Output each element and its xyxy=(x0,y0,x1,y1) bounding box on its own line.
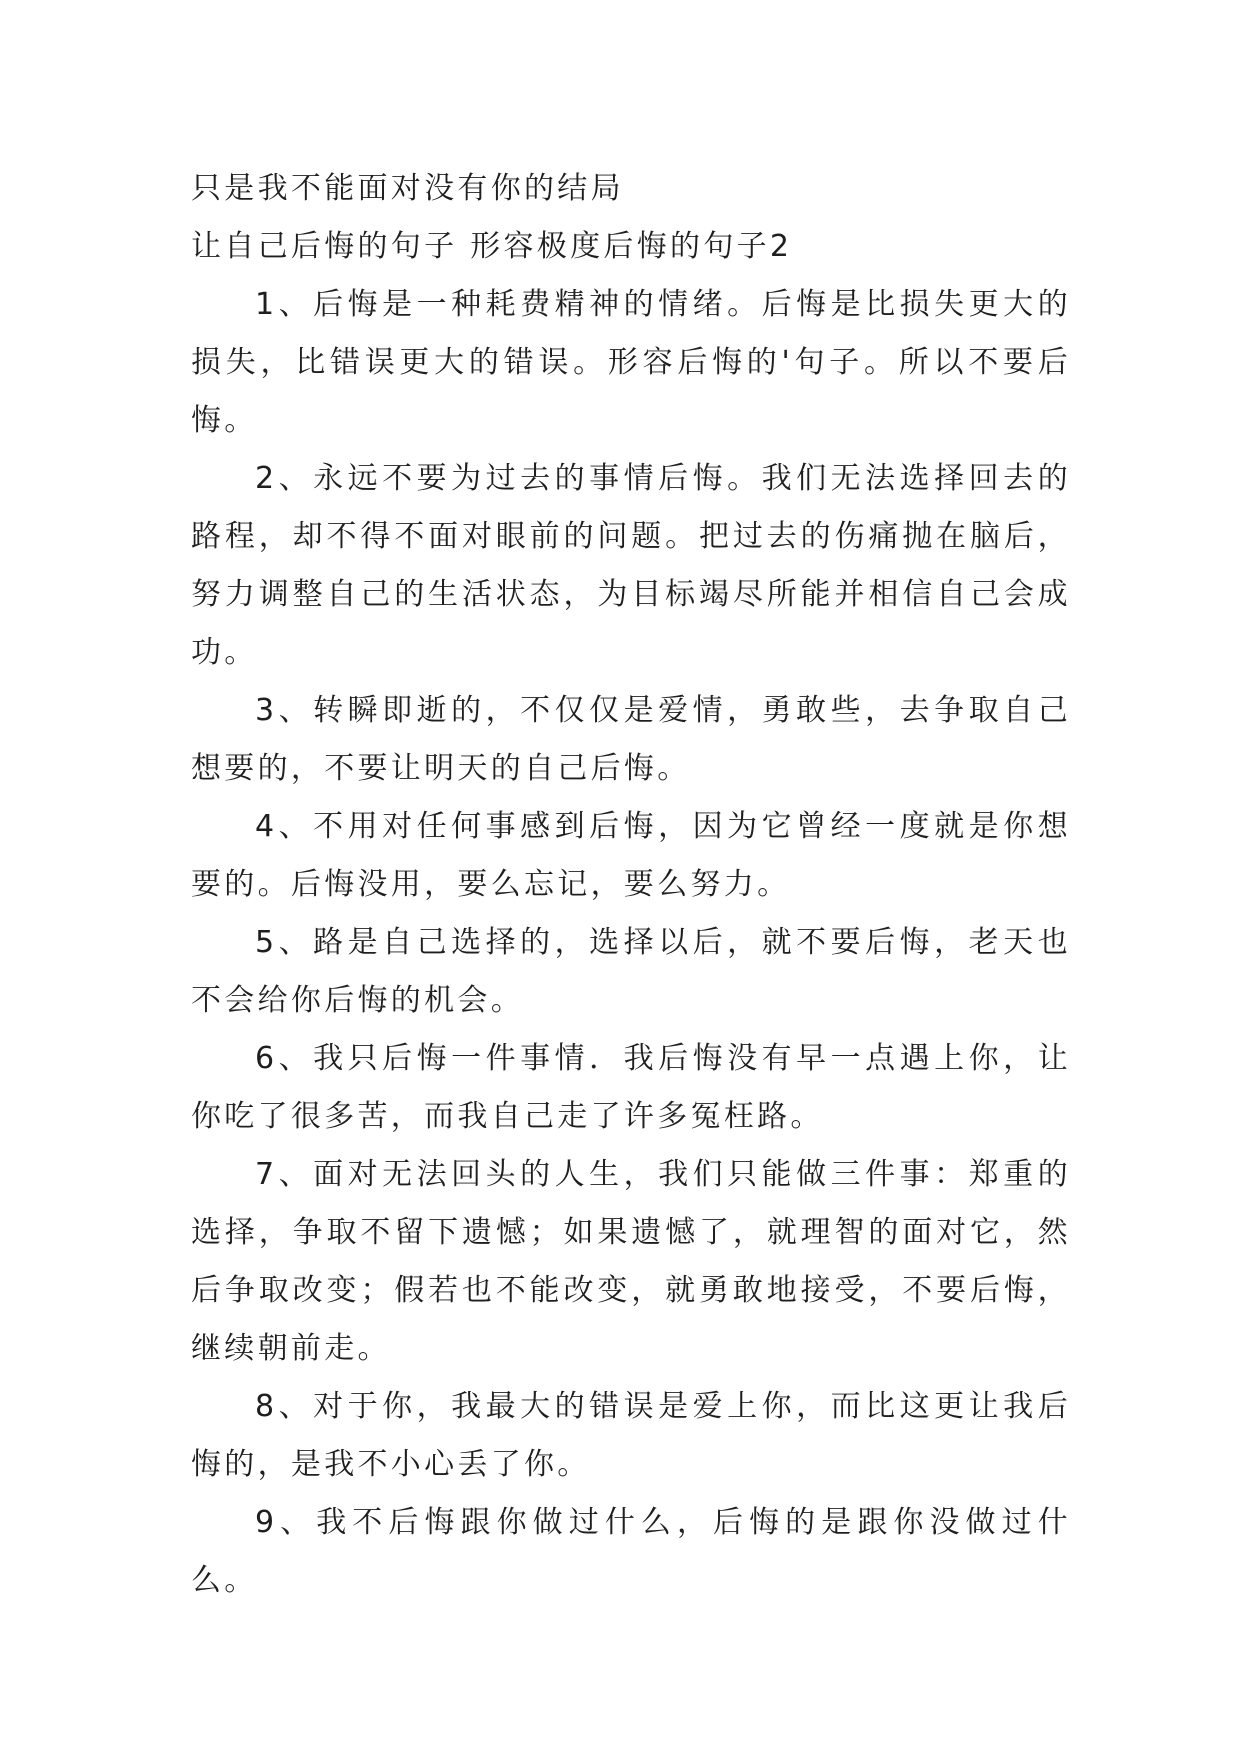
document-body xyxy=(191,160,1071,1610)
paragraph-1: 1、后悔是一种耗费精神的情绪。后悔是比损失更大的损失，比错误更大的错误。形容后悔的'句子。所以不要后悔。 xyxy=(191,287,1071,438)
paragraph-7: 7、面对无法回头的人生，我们只能做三件事：郑重的选择，争取不留下遗憾；如果遗憾了，就理智的面对它，然后争取改变；假若也不能改变，就勇敢地接受，不要后悔，继续朝前走。 xyxy=(191,1157,1071,1366)
paragraph-9: 9、我不后悔跟你做过什么，后悔的是跟你没做过什么。 xyxy=(191,1505,1071,1598)
paragraph-3: 3、转瞬即逝的，不仅仅是爱情，勇敢些，去争取自己想要的，不要让明天的自己后悔。 xyxy=(191,693,1071,786)
section-heading: 让自己后悔的句子 形容极度后悔的句子2 xyxy=(191,229,793,264)
text-line: 只是我不能面对没有你的结局 xyxy=(191,171,624,206)
paragraph-6: 6、我只后悔一件事情．我后悔没有早一点遇上你，让你吃了很多苦，而我自己走了许多冤枉路。 xyxy=(191,1041,1071,1134)
paragraph-2: 2、永远不要为过去的事情后悔。我们无法选择回去的路程，却不得不面对眼前的问题。把过去的伤痛抛在脑后，努力调整自己的生活状态，为目标竭尽所能并相信自己会成功。 xyxy=(191,461,1071,670)
paragraph-4: 4、不用对任何事感到后悔，因为它曾经一度就是你想要的。后悔没用，要么忘记，要么努力。 xyxy=(191,809,1071,902)
paragraph-8: 8、对于你，我最大的错误是爱上你，而比这更让我后悔的，是我不小心丢了你。 xyxy=(191,1389,1071,1482)
paragraph-5: 5、路是自己选择的，选择以后，就不要后悔，老天也不会给你后悔的机会。 xyxy=(191,925,1071,1018)
